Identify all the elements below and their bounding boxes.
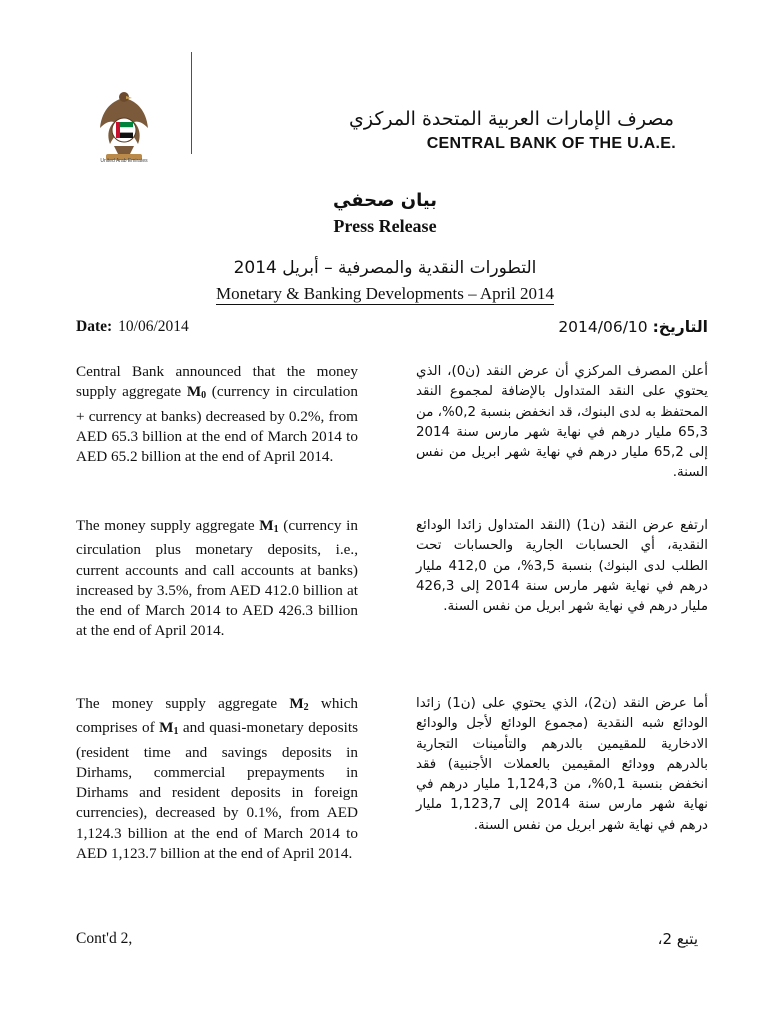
aggregate-subscript: 1 — [273, 524, 279, 535]
paragraph-m1-arabic: ارتفع عرض النقد (ن1) (النقد المتداول زائدا الودائع النقدية، أي الحسابات الجارية والحسابات تحت الطلب لدى البنوك) بنسبة 3,5%، من 412,0 مليار درهم في نهاية شهر مارس سنة 2014 إلى 426,3 مليار درهم في نهاية شهر ابريل من نفس السنة. — [416, 518, 708, 615]
continued-arabic: يتبع 2، — [657, 930, 698, 948]
uae-emblem-icon — [92, 88, 156, 164]
date-value-english: 10/06/2014 — [118, 318, 189, 335]
date-label-english: Date: — [76, 318, 113, 335]
paragraph-m2-arabic: أما عرض النقد (ن2)، الذي يحتوي على (ن1) زائدا الودائع شبه النقدية (مجموع الودائع لأجل والودائع الادخارية للمقيمين بالدرهم والتأمينات التجارية بالدرهم وودائع المقيمين بالعملات الأجنبية) فقد انخفض بنسبة 0,1%، من 1,124,3 مليار درهم في نهاية شهر مارس سنة 2014 إلى 1,123,7 مليار درهم في نهاية شهر ابريل من نفس السنة. — [416, 696, 708, 833]
continued-english: Cont'd 2, — [76, 930, 133, 947]
aggregate-symbol: M — [159, 719, 174, 737]
date-value-arabic: 2014/06/10 — [558, 318, 648, 336]
paragraph-m0-english — [76, 362, 358, 467]
aggregate-subscript: 0 — [201, 390, 207, 402]
header-divider — [191, 52, 192, 154]
paragraph-text: Central Bank announced that the money supply aggregate — [76, 363, 358, 401]
paragraph-m0-arabic: أعلن المصرف المركزي أن عرض النقد (ن0)، الذي يحتوي على النقد المتداول بالإضافة لمجموع النقد المحتفظ به لدى البنوك، قد انخفض بنسبة 0,2%، من 65,3 مليار درهم في نهاية شهر مارس سنة 2014 إلى 65,2 مليار درهم في نهاية شهر ابريل من نفس السنة. — [416, 364, 708, 481]
date-arabic — [558, 318, 708, 336]
bank-name-english: CENTRAL BANK OF THE U.A.E. — [426, 135, 676, 152]
title-arabic: بيان صحفي — [332, 190, 438, 211]
date-label-arabic: التاريخ: — [652, 318, 708, 336]
paragraph-m1-english — [76, 516, 358, 642]
title-english: Press Release — [333, 216, 437, 236]
subtitle-arabic: التطورات النقدية والمصرفية – أبريل 2014 — [233, 258, 537, 278]
paragraph-text: which comprises of — [76, 695, 358, 737]
bank-name-arabic: مصرف الإمارات العربية المتحدة المركزي — [349, 108, 674, 130]
paragraph-m2-english — [76, 694, 358, 864]
subtitle-english — [0, 284, 770, 304]
aggregate-symbol: M — [289, 695, 304, 712]
aggregate-symbol: M — [259, 517, 274, 534]
paragraph-text: (currency in circulation + currency at banks) decreased by 0.2%, from AED 65.3 billion at the end of March 2014 to AED 65.2 billion at the end of April 2014. — [76, 383, 358, 466]
aggregate-subscript: 2 — [303, 702, 309, 713]
date-english — [76, 318, 189, 336]
paragraph-text: (currency in circulation plus monetary deposits, i.e., current accounts and call accounts at banks) increased by 3.5%, from AED 412.0 billion at the end of March 2014 to AED 426.3 billion at the end of April 2014. — [76, 517, 358, 640]
emblem-caption: United Arab Emirates — [100, 158, 148, 164]
paragraph-text: and quasi-monetary deposits (resident time and savings deposits in Dirhams, commercial prepayments in Dirhams and resident deposits in foreign currencies), decreased by 0.1%, from AED 1,124.3 billion at the end of March 2014 to AED 1,123.7 billion at the end of April 2014. — [76, 719, 359, 863]
paragraph-text: The money supply aggregate — [76, 517, 260, 534]
paragraph-text: The money supply aggregate — [76, 695, 290, 712]
subtitle-english-text: Monetary & Banking Developments – April 2014 — [215, 284, 555, 303]
aggregate-subscript: 1 — [173, 726, 179, 738]
aggregate-symbol: M — [186, 383, 202, 401]
